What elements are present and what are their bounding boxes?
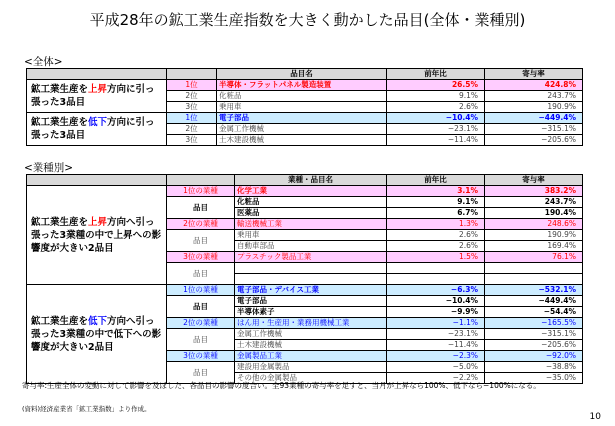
contrib-cell: −449.4%	[485, 113, 583, 124]
contrib-cell: 383.2%	[485, 186, 583, 197]
contrib-cell: −54.4%	[485, 307, 583, 318]
rank-cell: 3位	[167, 102, 217, 113]
contrib-cell: 169.4%	[485, 241, 583, 252]
yoy-cell: −1.1%	[387, 318, 485, 329]
item-name-cell: 土木建設機械	[235, 340, 387, 351]
col-yoy: 前年比	[387, 175, 485, 186]
section-industry-heading: <業種別>	[24, 162, 74, 174]
item-name-cell: 半導体素子	[235, 307, 387, 318]
yoy-cell: −11.4%	[387, 135, 485, 146]
item-name-cell: 半導体・フラットパネル製造装置	[217, 80, 387, 91]
yoy-cell	[387, 263, 485, 274]
up-description: 鉱工業生産を上昇方向に引っ張った3品目	[27, 80, 167, 113]
item-name-cell: 医薬品	[235, 208, 387, 219]
contrib-cell: 190.4%	[485, 208, 583, 219]
item-name-cell: 化粧品	[217, 91, 387, 102]
yoy-cell: 9.1%	[387, 91, 485, 102]
item-name-cell: 電子部品	[235, 296, 387, 307]
item-name-cell: 土木建設機械	[217, 135, 387, 146]
industry-rank-cell: 3位の業種	[167, 351, 235, 362]
yoy-cell: 1.3%	[387, 219, 485, 230]
industry-rank-cell: 2位の業種	[167, 318, 235, 329]
item-label-cell: 品目	[167, 197, 235, 219]
yoy-cell: 1.5%	[387, 252, 485, 263]
contrib-cell: −315.1%	[485, 329, 583, 340]
col-contrib: 寄与率	[485, 69, 583, 80]
yoy-cell: 6.7%	[387, 208, 485, 219]
footnote: 寄与率:生産全体の変動に対して影響を及ぼした、各品目の影響の度合い。全93業種の寄与率を足すと、当月が上昇なら100%、低下なら−100%になる。	[22, 381, 541, 390]
industry-name-cell: プラスチック製品工業	[235, 252, 387, 263]
contrib-cell: −315.1%	[485, 124, 583, 135]
item-name-cell: 化粧品	[235, 197, 387, 208]
contrib-cell: 243.7%	[485, 91, 583, 102]
up-industry-description: 鉱工業生産を上昇方向へ引っ張った3業種の中で上昇への影響度が大きい2品目	[27, 186, 167, 285]
rank-cell: 3位	[167, 135, 217, 146]
yoy-cell: −5.0%	[387, 362, 485, 373]
industry-rank-cell: 1位の業種	[167, 186, 235, 197]
yoy-cell: −2.2%	[387, 373, 485, 384]
contrib-cell: −35.0%	[485, 373, 583, 384]
contrib-cell	[485, 263, 583, 274]
col-item-name: 品目名	[217, 69, 387, 80]
item-name-cell: 乗用車	[235, 230, 387, 241]
contrib-cell: −165.5%	[485, 318, 583, 329]
contrib-cell: −532.1%	[485, 285, 583, 296]
contrib-cell: 190.9%	[485, 102, 583, 113]
yoy-cell: −23.1%	[387, 124, 485, 135]
yoy-cell: 9.1%	[387, 197, 485, 208]
page-number: 10	[589, 412, 601, 422]
table-header-row	[27, 69, 583, 80]
yoy-cell: 3.1%	[387, 186, 485, 197]
item-name-cell: 乗用車	[217, 102, 387, 113]
item-name-cell: 自動車部品	[235, 241, 387, 252]
source-note: (資料)経済産業省「鉱工業指数」より作成。	[22, 405, 151, 413]
rank-cell: 2位	[167, 91, 217, 102]
yoy-cell: 26.5%	[387, 80, 485, 91]
contrib-cell: −205.6%	[485, 340, 583, 351]
yoy-cell: −23.1%	[387, 329, 485, 340]
industry-rank-cell: 3位の業種	[167, 252, 235, 263]
section-all-heading: <全体>	[24, 56, 63, 68]
industry-name-cell: はん用・生産用・業務用機械工業	[235, 318, 387, 329]
item-label-cell: 品目	[167, 230, 235, 252]
yoy-cell: −11.4%	[387, 340, 485, 351]
contrib-cell: −449.4%	[485, 296, 583, 307]
overall-table	[26, 68, 583, 146]
item-label-cell: 品目	[167, 296, 235, 318]
yoy-cell: −10.4%	[387, 113, 485, 124]
contrib-cell: −205.6%	[485, 135, 583, 146]
contrib-cell: −38.8%	[485, 362, 583, 373]
page-title: 平成28年の鉱工業生産指数を大きく動かした品目(全体・業種別)	[89, 11, 526, 29]
yoy-cell: 2.6%	[387, 102, 485, 113]
col-contrib: 寄与率	[485, 175, 583, 186]
rank-cell: 2位	[167, 124, 217, 135]
contrib-cell: 243.7%	[485, 197, 583, 208]
item-name-cell: 金属工作機械	[217, 124, 387, 135]
item-name-cell: 建設用金属製品	[235, 362, 387, 373]
item-name-cell: 金属工作機械	[235, 329, 387, 340]
contrib-cell: 248.6%	[485, 219, 583, 230]
contrib-cell: −92.0%	[485, 351, 583, 362]
industry-rank-cell: 1位の業種	[167, 285, 235, 296]
table-header-row	[27, 175, 583, 186]
item-name-cell: その他の金属製品	[235, 373, 387, 384]
yoy-cell: −9.9%	[387, 307, 485, 318]
yoy-cell: 2.6%	[387, 230, 485, 241]
rank-cell: 1位	[167, 80, 217, 91]
yoy-cell: −2.3%	[387, 351, 485, 362]
col-yoy: 前年比	[387, 69, 485, 80]
yoy-cell: −10.4%	[387, 296, 485, 307]
contrib-cell: 424.8%	[485, 80, 583, 91]
col-industry-item: 業種・品目名	[235, 175, 387, 186]
industry-name-cell: 電子部品・デバイス工業	[235, 285, 387, 296]
industry-name-cell: 輸送機械工業	[235, 219, 387, 230]
industry-name-cell: 金属製品工業	[235, 351, 387, 362]
contrib-cell: 76.1%	[485, 252, 583, 263]
item-label-cell: 品目	[167, 329, 235, 351]
item-name-cell	[235, 263, 387, 274]
item-name-cell: 電子部品	[217, 113, 387, 124]
yoy-cell: −6.3%	[387, 285, 485, 296]
item-label-cell: 品目	[167, 263, 235, 285]
yoy-cell: 2.6%	[387, 241, 485, 252]
rank-cell: 1位	[167, 113, 217, 124]
industry-table	[26, 174, 583, 384]
industry-name-cell: 化学工業	[235, 186, 387, 197]
industry-rank-cell: 2位の業種	[167, 219, 235, 230]
contrib-cell: 190.9%	[485, 230, 583, 241]
down-industry-description: 鉱工業生産を低下方向へ引っ張った3業種の中で低下への影響度が大きい2品目	[27, 285, 167, 384]
item-label-cell: 品目	[167, 362, 235, 384]
down-description: 鉱工業生産を低下方向に引っ張った3品目	[27, 113, 167, 146]
